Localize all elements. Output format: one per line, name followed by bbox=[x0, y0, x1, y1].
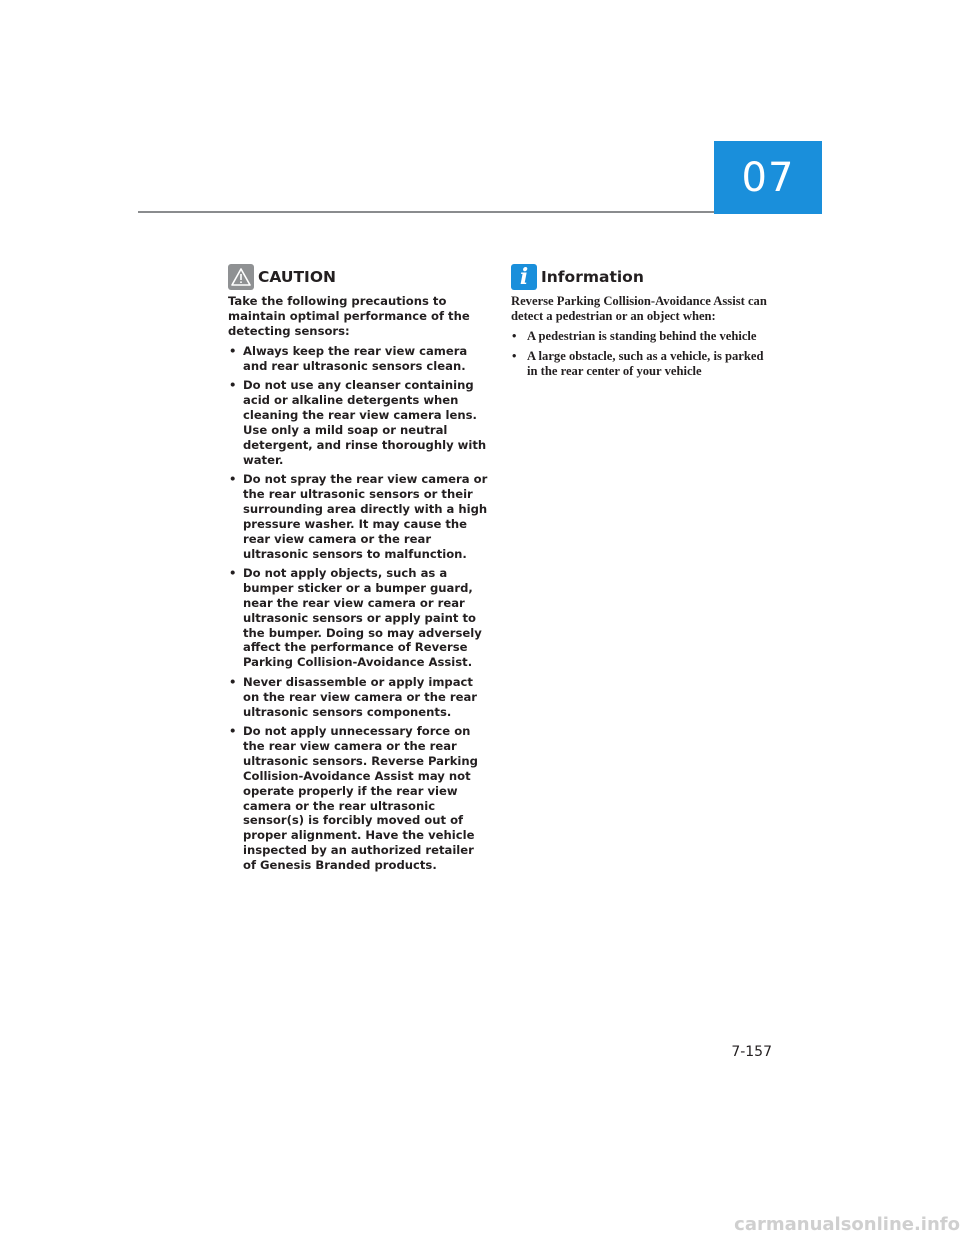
chapter-tab bbox=[714, 141, 822, 214]
information-heading-row bbox=[511, 263, 773, 291]
page-number: 7-157 bbox=[731, 1044, 772, 1060]
caution-item: • Do not apply objects, such as a bumper sticker or a bumper guard, near the rear view camera or rear ultrasonic sensors or apply paint to the bumper. Doing so may adversely affect the performance of Reverse Parking Collision-Avoidance Assist. bbox=[228, 566, 490, 670]
caution-item: • Never disassemble or apply impact on the rear view camera or the rear ultrasonic sensors components. bbox=[228, 675, 490, 720]
caution-item: • Do not apply unnecessary force on the rear view camera or the rear ultrasonic sensors. Reverse Parking Collision-Avoidance Assist may not operate properly if the rear view camera or the rear ultrasonic sensor(s) is forcibly moved out of proper alignment. Have the vehicle inspected by an authorized retailer of Genesis Branded products. bbox=[228, 724, 490, 873]
information-intro: Reverse Parking Collision-Avoidance Assist can detect a pedestrian or an object when: bbox=[511, 294, 767, 323]
information-item: • A pedestrian is standing behind the vehicle bbox=[511, 329, 773, 344]
caution-box bbox=[228, 263, 490, 878]
watermark: carmanualsonline.info bbox=[734, 1214, 960, 1235]
caution-heading-row bbox=[228, 263, 490, 291]
information-item: • A large obstacle, such as a vehicle, is parked in the rear center of your vehicle bbox=[511, 349, 773, 379]
caution-item: • Always keep the rear view camera and rear ultrasonic sensors clean. bbox=[228, 344, 490, 374]
info-icon: i bbox=[511, 264, 537, 290]
caution-item: • Do not spray the rear view camera or the rear ultrasonic sensors or their surrounding area directly with a high pressure washer. It may cause the rear view camera or the rear ultrasonic sensors to malfunction. bbox=[228, 472, 490, 561]
caution-intro: Take the following precautions to maintain optimal performance of the detecting sensors: bbox=[228, 294, 470, 338]
information-body bbox=[511, 294, 773, 379]
caution-heading: CAUTION bbox=[258, 268, 336, 286]
caution-item: • Do not use any cleanser containing acid or alkaline detergents when cleaning the rear view camera lens. Use only a mild soap or neutral detergent, and rinse thoroughly with water. bbox=[228, 378, 490, 467]
chapter-number: 07 bbox=[741, 154, 795, 201]
caution-body bbox=[228, 294, 490, 873]
information-list bbox=[511, 329, 773, 379]
header-rule bbox=[138, 211, 714, 213]
information-heading: Information bbox=[541, 268, 644, 286]
caution-list bbox=[228, 344, 490, 873]
warning-triangle-icon bbox=[228, 264, 254, 290]
information-box bbox=[511, 263, 773, 384]
